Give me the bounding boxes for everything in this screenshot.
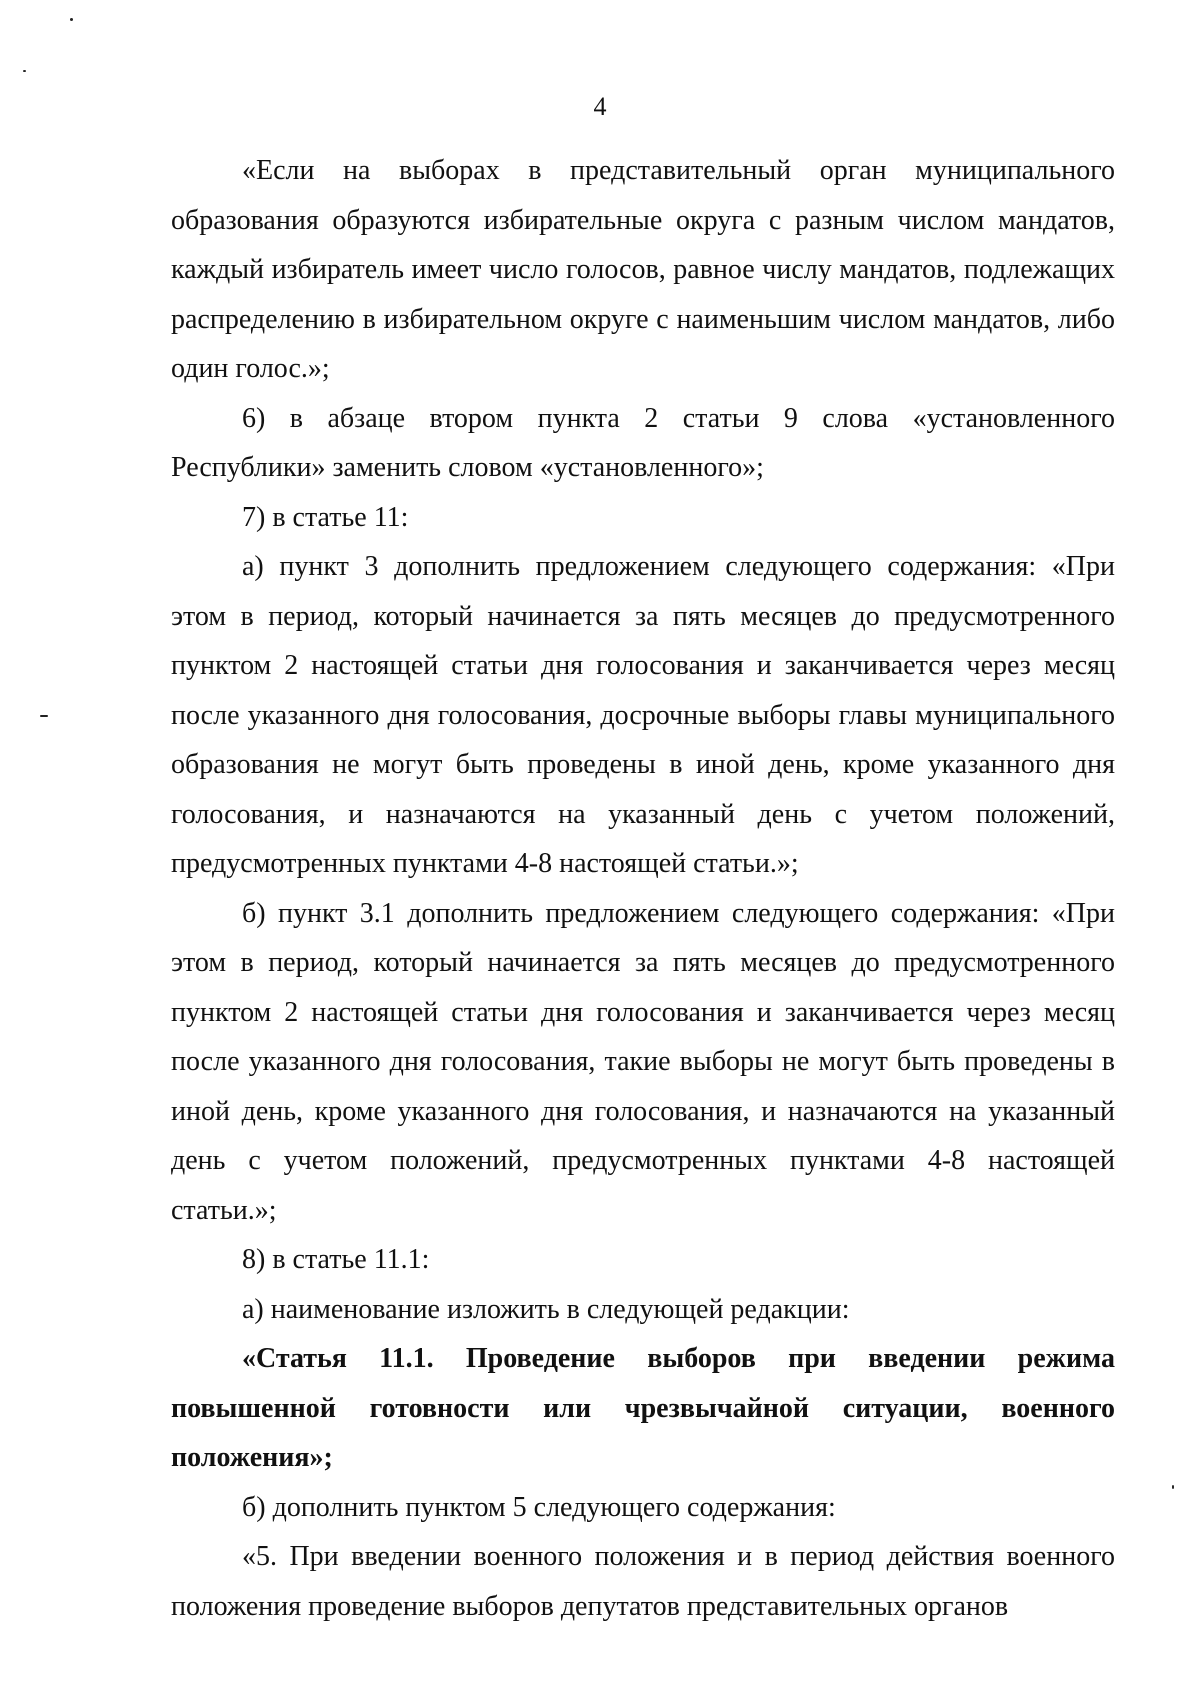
paragraph-item-7: 7) в статье 11: bbox=[242, 501, 409, 533]
document-body bbox=[171, 146, 1115, 1631]
paragraph-item-6: 6) в абзаце втором пункта 2 статьи 9 слова «установленного Республики» заменить словом «установленного»; bbox=[171, 402, 1115, 483]
article-heading-11-1: «Статья 11.1. Проведение выборов при введении режима повышенной готовности или чрезвычайной ситуации, военного положения»; bbox=[171, 1343, 1115, 1473]
scan-speck bbox=[23, 70, 26, 72]
paragraph-point-5: «5. При введении военного положения и в период действия военного положения проведение выборов депутатов представительных органов bbox=[171, 1541, 1115, 1622]
paragraph-quote-mandates: «Если на выборах в представительный орган муниципального образования образуются избирательные округа с разным числом мандатов, каждый избиратель имеет число голосов, равное числу мандатов, подлежащих распределению в избирательном округе с наименьшим числом мандатов, либо один голос.»; bbox=[171, 155, 1115, 384]
scan-speck bbox=[1172, 1485, 1174, 1489]
paragraph-item-7a: а) пункт 3 дополнить предложением следующего содержания: «При этом в период, который начинается за пять месяцев до предусмотренного пунктом 2 настоящей статьи дня голосования и заканчивается через месяц после указанного дня голосования, досрочные выборы главы муниципального образования не могут быть проведены в иной день, кроме указанного дня голосования, и назначаются на указанный день с учетом положений, предусмотренных пунктами 4-8 настоящей статьи.»; bbox=[171, 551, 1115, 879]
scan-speck bbox=[70, 18, 73, 21]
paragraph-item-8: 8) в статье 11.1: bbox=[242, 1244, 430, 1275]
paragraph-item-8a: а) наименование изложить в следующей редакции: bbox=[242, 1293, 850, 1325]
paragraph-item-8b: б) дополнить пунктом 5 следующего содержания: bbox=[242, 1491, 836, 1523]
paragraph-item-7b: б) пункт 3.1 дополнить предложением следующего содержания: «При этом в период, который начинается за пять месяцев до предусмотренного пунктом 2 настоящей статьи дня голосования и заканчивается через месяц после указанного дня голосования, такие выборы не могут быть проведены в иной день, кроме указанного дня голосования, и назначаются на указанный день с учетом положений, предусмотренных пунктами 4-8 настоящей статьи.»; bbox=[171, 897, 1115, 1226]
page-number: 4 bbox=[593, 92, 607, 121]
scan-speck bbox=[40, 715, 48, 717]
